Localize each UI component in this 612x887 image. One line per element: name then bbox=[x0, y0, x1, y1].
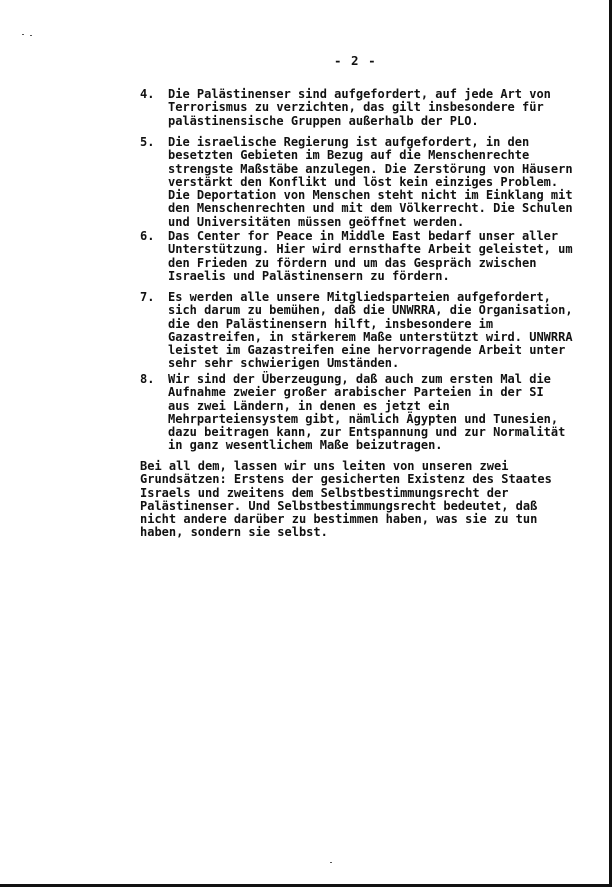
text-line: leistet im Gazastreifen eine hervorragende Arbeit unter bbox=[168, 343, 566, 358]
text-line: strengste Maßstäbe anzulegen. Die Zerstörung von Häusern bbox=[168, 161, 573, 176]
text-line: Mehrparteiensystem gibt, nämlich Ägypten und Tunesien, bbox=[168, 411, 559, 426]
item-text bbox=[168, 88, 551, 128]
text-line: den Menschenrechten und mit dem Völkerrecht. Die Schulen bbox=[168, 201, 573, 216]
item-number: 5. bbox=[140, 135, 155, 149]
text-line: besetzten Gebieten im Bezug auf die Menschenrechte bbox=[168, 148, 530, 163]
text-line: nicht andere darüber zu bestimmen haben, was sie zu tun bbox=[140, 512, 538, 527]
text-line: die den Palästinensern hilft, insbesondere im bbox=[168, 316, 494, 331]
text-line: aus zwei Ländern, in denen es jetzt ein bbox=[168, 398, 450, 413]
text-line: und Universitäten müssen geöffnet werden. bbox=[168, 214, 465, 229]
text-line: den Frieden zu fördern und um das Gespräch zwischen bbox=[168, 255, 537, 270]
text-line: Die israelische Regierung ist aufgefordert, in den bbox=[168, 135, 530, 149]
text-line: Israels und zweitens dem Selbstbestimmungsrecht der bbox=[140, 485, 509, 500]
text-line: Aufnahme zweier großer arabischer Parteien in der SI bbox=[168, 385, 544, 400]
text-line: verstärkt den Konflikt und löst kein einziges Problem. bbox=[168, 174, 559, 189]
text-line: sehr sehr schwierigen Umständen. bbox=[168, 356, 400, 371]
item-number: 8. bbox=[140, 372, 155, 386]
text-line: palästinensische Gruppen außerhalb der PLO. bbox=[168, 113, 479, 128]
text-line: Es werden alle unsere Mitgliedsparteien aufgefordert, bbox=[168, 290, 551, 304]
item-text bbox=[168, 291, 573, 371]
text-line: Bei all dem, lassen wir uns leiten von unseren zwei bbox=[140, 459, 509, 473]
text-line: Israelis und Palästinensern zu fördern. bbox=[168, 268, 450, 283]
scan-speck bbox=[330, 862, 332, 863]
closing-paragraph bbox=[140, 460, 570, 540]
item-text bbox=[168, 373, 565, 453]
text-line: Gazastreifen, in stärkerem Maße unterstützt wird. UNWRRA bbox=[168, 329, 573, 344]
scan-speck bbox=[22, 34, 24, 35]
text-line: haben, sondern sie selbst. bbox=[140, 525, 328, 540]
item-number: 6. bbox=[140, 229, 155, 243]
text-line: Grundsätzen: Erstens der gesicherten Existenz des Staates bbox=[140, 472, 552, 487]
item-text bbox=[168, 230, 573, 283]
page-number: - 2 - bbox=[334, 53, 377, 68]
item-number: 4. bbox=[140, 87, 155, 101]
text-line: sich darum zu bemühen, daß die UNWRRA, die Organisation, bbox=[168, 303, 573, 318]
text-line: Unterstützung. Hier wird ernsthafte Arbeit geleistet, um bbox=[168, 242, 573, 257]
item-number: 7. bbox=[140, 290, 155, 304]
text-line: Die Palästinenser sind aufgefordert, auf jede Art von bbox=[168, 87, 551, 101]
text-line: in ganz wesentlichem Maße beizutragen. bbox=[168, 438, 443, 453]
text-line: Palästinenser. Und Selbstbestimmungsrecht bedeutet, daß bbox=[140, 498, 538, 513]
text-line: Terrorismus zu verzichten, das gilt insbesondere für bbox=[168, 100, 544, 115]
text-line: Wir sind der Überzeugung, daß auch zum ersten Mal die bbox=[168, 372, 551, 386]
text-line: dazu beitragen kann, zur Entspannung und zur Normalität bbox=[168, 425, 566, 440]
scan-speck bbox=[30, 35, 32, 36]
text-line: Die Deportation von Menschen steht nicht im Einklang mit bbox=[168, 188, 573, 203]
item-text bbox=[168, 136, 573, 229]
text-line: Das Center for Peace in Middle East bedarf unser aller bbox=[168, 229, 559, 243]
